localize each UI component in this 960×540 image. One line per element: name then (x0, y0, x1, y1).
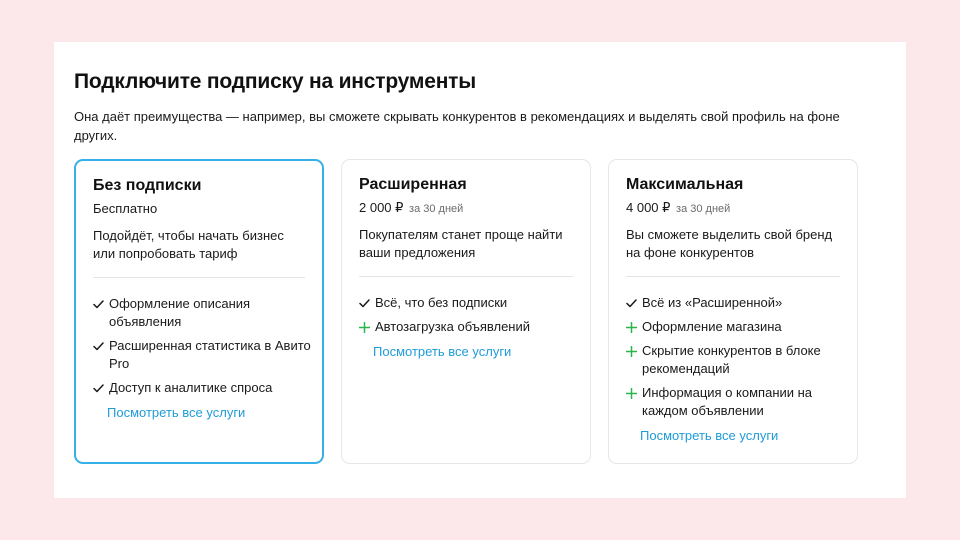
feature-item (91, 295, 311, 331)
see-all-services-link[interactable]: Посмотреть все услуги (640, 428, 779, 443)
feature-item (357, 318, 577, 336)
plan-description: Вы сможете выделить свой бренд на фоне конкурентов (626, 227, 833, 260)
intro-text: Она даёт преимущества — например, вы сможете скрывать конкурентов в рекомендациях и выделять свой профиль на фоне других. (74, 109, 840, 143)
check-icon (357, 294, 371, 312)
feature-text: Всё из «Расширенной» (642, 295, 783, 310)
plan-card-free[interactable] (74, 159, 324, 464)
plan-card-maximum[interactable] (608, 159, 858, 464)
plan-price-value: 4 000 ₽ (626, 200, 671, 215)
divider (93, 277, 305, 278)
feature-item (91, 337, 311, 373)
plus-icon (624, 384, 638, 402)
plus-icon (357, 318, 371, 336)
plan-description: Покупателям станет проще найти ваши предложения (359, 227, 563, 260)
check-icon (91, 295, 105, 313)
feature-list (91, 295, 311, 403)
plan-price (359, 200, 463, 216)
plus-icon (624, 342, 638, 360)
plan-card-extended[interactable] (341, 159, 591, 464)
feature-list (357, 294, 577, 342)
plan-price-unit: за 30 дней (676, 203, 731, 215)
feature-item (91, 379, 311, 397)
see-all-services-link[interactable]: Посмотреть все услуги (107, 405, 246, 420)
plan-price-value: Бесплатно (93, 201, 158, 216)
check-icon (91, 337, 105, 355)
feature-text: Автозагрузка объявлений (375, 319, 531, 334)
plan-title: Максимальная (626, 176, 744, 193)
feature-item (624, 294, 844, 312)
feature-item (624, 384, 844, 420)
feature-text: Всё, что без подписки (375, 295, 508, 310)
feature-text: Оформление магазина (642, 319, 782, 334)
subscription-panel (54, 42, 906, 498)
plan-title: Расширенная (359, 176, 467, 193)
plan-description: Подойдёт, чтобы начать бизнес или попробовать тариф (93, 228, 284, 261)
plus-icon (624, 318, 638, 336)
plan-price-unit: за 30 дней (409, 203, 464, 215)
feature-text: Оформление описания объявления (109, 296, 251, 329)
plan-price (626, 200, 730, 216)
feature-list (624, 294, 844, 426)
feature-text: Информация о компании на каждом объявлении (642, 385, 813, 418)
plan-price (93, 201, 157, 216)
feature-item (624, 318, 844, 336)
feature-text: Расширенная статистика в Авито Pro (109, 338, 311, 371)
feature-text: Скрытие конкурентов в блоке рекомендаций (642, 343, 821, 376)
divider (626, 276, 840, 277)
feature-item (624, 342, 844, 378)
feature-item (357, 294, 577, 312)
feature-text: Доступ к аналитике спроса (109, 380, 273, 395)
page-title: Подключите подписку на инструменты (74, 70, 477, 93)
plan-price-value: 2 000 ₽ (359, 200, 404, 215)
see-all-services-link[interactable]: Посмотреть все услуги (373, 344, 512, 359)
check-icon (91, 379, 105, 397)
check-icon (624, 294, 638, 312)
plan-title: Без подписки (93, 177, 202, 194)
divider (359, 276, 573, 277)
